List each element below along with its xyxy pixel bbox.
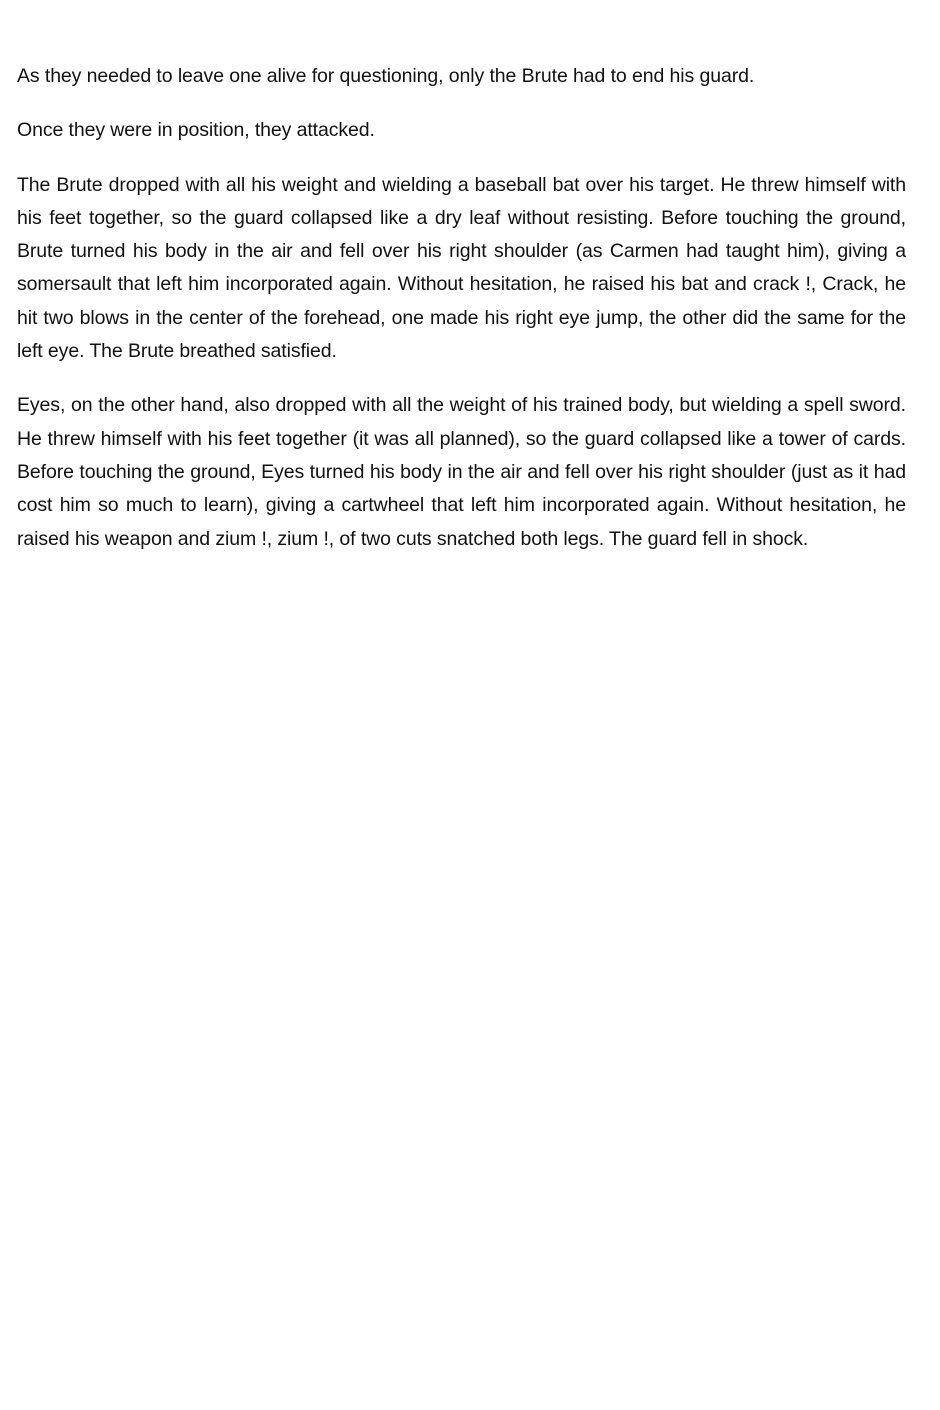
paragraph-4: Eyes, on the other hand, also dropped with all the weight of his trained body, but wielding a spell sword. He threw himself with his feet together (it was all planned), so the guard collapsed like a tower of cards. Before touching the ground, Eyes turned his body in the air and fell over his right shoulder (just as it had cost him so much to learn), giving a cartwheel that left him incorporated again. Without hesitation, he raised his weapon and zium !, zium !, of two cuts snatched both legs. The guard fell in shock. (17, 394, 906, 550)
paragraph-1: As they needed to leave one alive for questioning, only the Brute had to end his guard. (17, 65, 755, 87)
document-page (17, 60, 906, 577)
paragraph-2: Once they were in position, they attacked. (17, 119, 375, 142)
paragraph-3: The Brute dropped with all his weight and wielding a baseball bat over his target. He threw himself with his feet together, so the guard collapsed like a dry leaf without resisting. Before touching the ground, Brute turned his body in the air and fell over his right shoulder (as Carmen had taught him), giving a somersault that left him incorporated again. Without hesitation, he raised his bat and crack !, Crack, he hit two blows in the center of the forehead, one made his right eye jump, the other did the same for the left eye. The Brute breathed satisfied. (17, 173, 906, 363)
